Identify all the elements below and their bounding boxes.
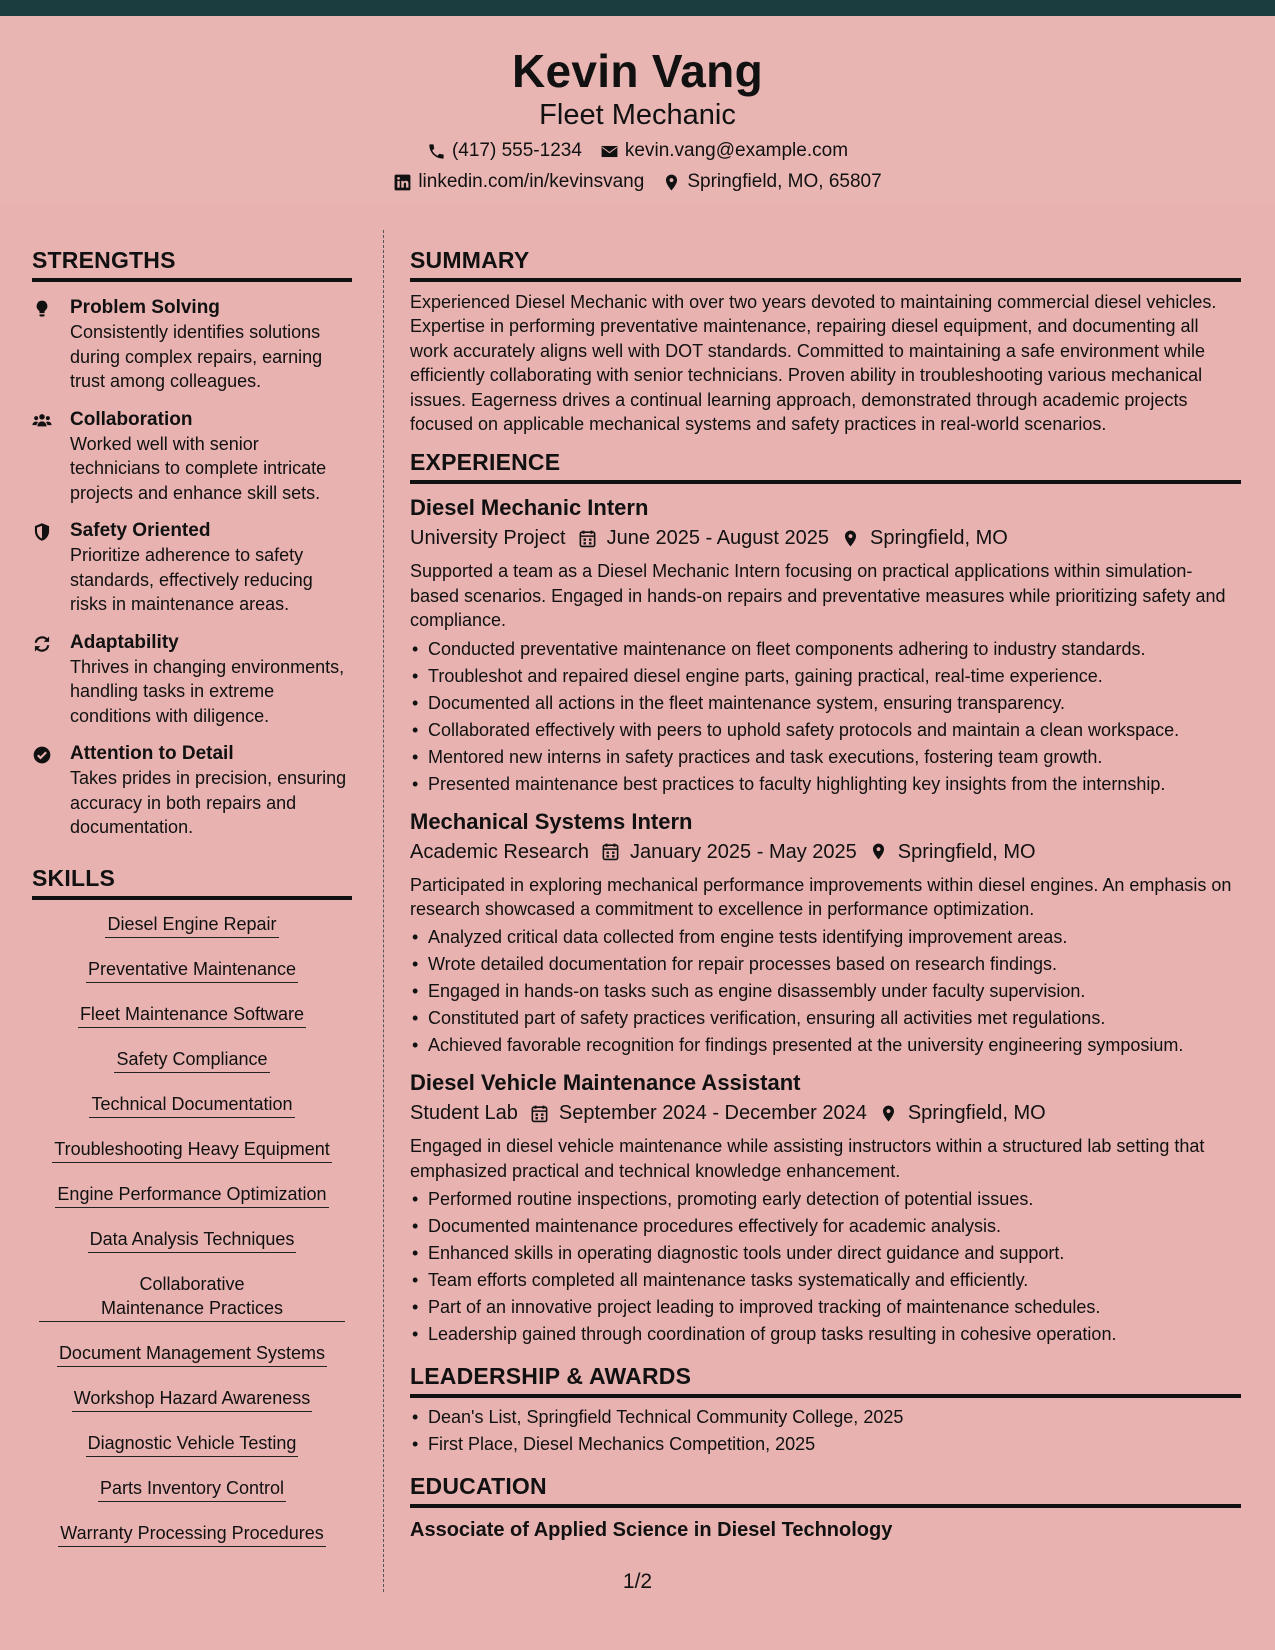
bullet-item: • Troubleshot and repaired diesel engine parts, gaining practical, real-time experience. (410, 663, 1241, 690)
shield-icon (32, 519, 58, 617)
job-org: University Project (410, 527, 566, 550)
job-location: Springfield, MO (897, 840, 1036, 863)
bullet-item: • Part of an innovative project leading to improved tracking of maintenance schedules. (410, 1294, 1241, 1321)
experience-heading: EXPERIENCE (410, 448, 1241, 484)
job-location: Springfield, MO (870, 527, 1008, 550)
job-bullets (410, 636, 1241, 798)
check-circle-icon (32, 742, 58, 840)
education-degree: Associate of Applied Science in Diesel Technology (410, 1519, 893, 1542)
sync-icon (32, 631, 58, 729)
phone-icon (427, 142, 446, 161)
calendar-icon (601, 842, 620, 861)
job-entry (410, 1069, 1241, 1348)
job-location: Springfield, MO (907, 1102, 1046, 1125)
skill-tag: Fleet Maintenance Software (78, 1002, 306, 1028)
bullet-item: • Team efforts completed all maintenance tasks systematically and efficiently. (410, 1267, 1241, 1294)
job-description: Supported a team as a Diesel Mechanic Intern focusing on practical applications within simulation-based scenarios. Engaged in hands-on repairs and preventative measures while prioritizing safety and compliance. (410, 561, 1226, 631)
job-description: Engaged in diesel vehicle maintenance while assisting instructors within a structured lab setting that emphasized practical and technical knowledge enhancement. (410, 1136, 1205, 1181)
bullet-item: • Presented maintenance best practices to faculty highlighting key insights from the internship. (410, 771, 1241, 798)
job-bullets (410, 924, 1241, 1059)
job-title: Diesel Vehicle Maintenance Assistant (410, 1070, 801, 1096)
skill-tag: Engine Performance Optimization (55, 1182, 328, 1208)
job-org: Student Lab (410, 1102, 518, 1125)
map-marker-icon (662, 173, 681, 192)
strength-title: Problem Solving (70, 297, 220, 318)
bullet-item: • Leadership gained through coordination of group tasks resulting in cohesive operation. (410, 1321, 1241, 1348)
job-org: Academic Research (410, 840, 589, 863)
map-marker-icon (869, 842, 888, 861)
strength-item (32, 631, 352, 729)
page-number: 1/2 (622, 1570, 653, 1593)
strength-item (32, 296, 352, 394)
strength-title: Safety Oriented (70, 520, 211, 541)
strength-item (32, 408, 352, 506)
strength-title: Adaptability (70, 631, 179, 653)
bullet-item: • Analyzed critical data collected from engine tests identifying improvement areas. (410, 924, 1241, 951)
job-dates: June 2025 - August 2025 (606, 527, 830, 550)
skill-tag: Preventative Maintenance (86, 957, 298, 983)
bullet-item: • Enhanced skills in operating diagnostic tools under direct guidance and support. (410, 1240, 1241, 1267)
bullet-item: • Engaged in hands-on tasks such as engine disassembly under faculty supervision. (410, 978, 1241, 1005)
candidate-name: Kevin Vang (512, 45, 763, 97)
bullet-item: • Performed routine inspections, promoting early detection of potential issues. (410, 1186, 1241, 1213)
phone-text: (417) 555-1234 (451, 140, 582, 161)
strength-desc: Takes prides in precision, ensuring accuracy in both repairs and documentation. (70, 768, 347, 837)
linkedin-icon (393, 173, 412, 192)
skill-tag: Diesel Engine Repair (105, 912, 278, 938)
job-description: Participated in exploring mechanical performance improvements within diesel engines. An emphasis on research showcased a commitment to excellence in performance optimization. (410, 874, 1232, 920)
strength-desc: Thrives in changing environments, handling tasks in extreme conditions with diligence. (70, 656, 345, 726)
email-contact[interactable] (600, 139, 848, 163)
summary-heading: SUMMARY (410, 246, 1241, 282)
job-meta (410, 525, 1241, 551)
left-column (32, 246, 352, 1566)
award-item: • Dean's List, Springfield Technical Community College, 2025 (410, 1404, 1241, 1431)
phone-contact (427, 139, 582, 163)
location-contact (662, 170, 881, 194)
skill-tag: Workshop Hazard Awareness (72, 1386, 312, 1412)
job-entry (410, 494, 1241, 797)
contact-row-1 (0, 139, 1275, 163)
top-accent-bar (0, 0, 1275, 16)
strength-item (32, 519, 352, 617)
strength-desc: Prioritize adherence to safety standards, effectively reducing risks in maintenance areas. (70, 545, 313, 614)
users-icon (32, 408, 58, 506)
bullet-item: • Wrote detailed documentation for repair processes based on research findings. (410, 951, 1241, 978)
calendar-icon (578, 529, 597, 548)
skill-tag: Technical Documentation (89, 1092, 294, 1118)
location-text: Springfield, MO, 65807 (687, 171, 882, 192)
skill-tag: Parts Inventory Control (98, 1476, 286, 1502)
job-dates: September 2024 - December 2024 (558, 1102, 867, 1125)
skill-tag: Safety Compliance (114, 1047, 269, 1073)
bullet-item: • Mentored new interns in safety practices and task executions, fostering team growth. (410, 744, 1241, 771)
skill-tag: Document Management Systems (57, 1341, 327, 1367)
summary-text: Experienced Diesel Mechanic with over two years devoted to maintaining commercial diesel vehicles. Expertise in performing preventative maintenance, repairing diesel equipment, and documenting all work accurately aligns well with DOT standards. Committed to maintaining a safe environment while efficiently collaborating with senior technicians. Proven ability in troubleshooting various mechanical issues. Eagerness drives a continual learning approach, demonstrated through academic projects focused on applicable mechanical systems and safety practices in real-world scenarios. (410, 292, 1217, 435)
job-bullets (410, 1186, 1241, 1348)
job-meta (410, 1100, 1241, 1126)
strength-desc: Worked well with senior technicians to complete intricate projects and enhance skill sets. (70, 433, 327, 503)
skill-tag: Troubleshooting Heavy Equipment (52, 1137, 332, 1163)
bullet-item: • Documented all actions in the fleet maintenance system, ensuring transparency. (410, 690, 1241, 717)
skill-tag: Collaborative Maintenance Practices (39, 1272, 345, 1322)
skills-list (32, 912, 352, 1566)
skill-tag: Diagnostic Vehicle Testing (86, 1431, 299, 1457)
bullet-item: • Achieved favorable recognition for findings presented at the university engineering symposium. (410, 1032, 1241, 1059)
email-text: kevin.vang@example.com (624, 140, 849, 161)
award-item: • First Place, Diesel Mechanics Competition, 2025 (410, 1431, 1241, 1458)
strength-item (32, 742, 352, 840)
lightbulb-icon (32, 296, 58, 394)
map-marker-icon (841, 529, 860, 548)
calendar-icon (530, 1104, 549, 1123)
job-dates: January 2025 - May 2025 (629, 840, 857, 863)
job-title: Mechanical Systems Intern (410, 808, 693, 834)
education-heading: EDUCATION (410, 1472, 1241, 1508)
envelope-icon (600, 142, 619, 161)
strengths-heading: STRENGTHS (32, 246, 352, 282)
candidate-title: Fleet Mechanic (539, 99, 736, 131)
linkedin-text: linkedin.com/in/kevinsvang (418, 171, 645, 192)
skill-tag: Warranty Processing Procedures (58, 1521, 325, 1547)
skill-tag: Data Analysis Techniques (88, 1227, 297, 1253)
strength-title: Attention to Detail (70, 743, 234, 764)
column-divider (383, 230, 384, 1592)
bullet-item: • Conducted preventative maintenance on fleet components adhering to industry standards. (410, 636, 1241, 663)
bullet-item: • Collaborated effectively with peers to uphold safety protocols and maintain a clean workspace. (410, 717, 1241, 744)
awards-list (410, 1404, 1241, 1458)
linkedin-contact[interactable] (393, 170, 644, 194)
contact-row-2 (0, 170, 1275, 194)
bullet-item: • Constituted part of safety practices verification, ensuring all activities met regulations. (410, 1005, 1241, 1032)
skills-heading: SKILLS (32, 864, 352, 900)
map-marker-icon (879, 1104, 898, 1123)
awards-heading: LEADERSHIP & AWARDS (410, 1362, 1241, 1398)
bullet-item: • Documented maintenance procedures effectively for academic analysis. (410, 1213, 1241, 1240)
right-column (410, 246, 1241, 1543)
resume-header (0, 16, 1275, 204)
job-title: Diesel Mechanic Intern (410, 495, 649, 521)
strength-desc: Consistently identifies solutions during complex repairs, earning trust among colleagues. (70, 322, 323, 391)
job-meta (410, 839, 1241, 865)
strength-title: Collaboration (70, 408, 193, 430)
job-entry (410, 808, 1241, 1060)
